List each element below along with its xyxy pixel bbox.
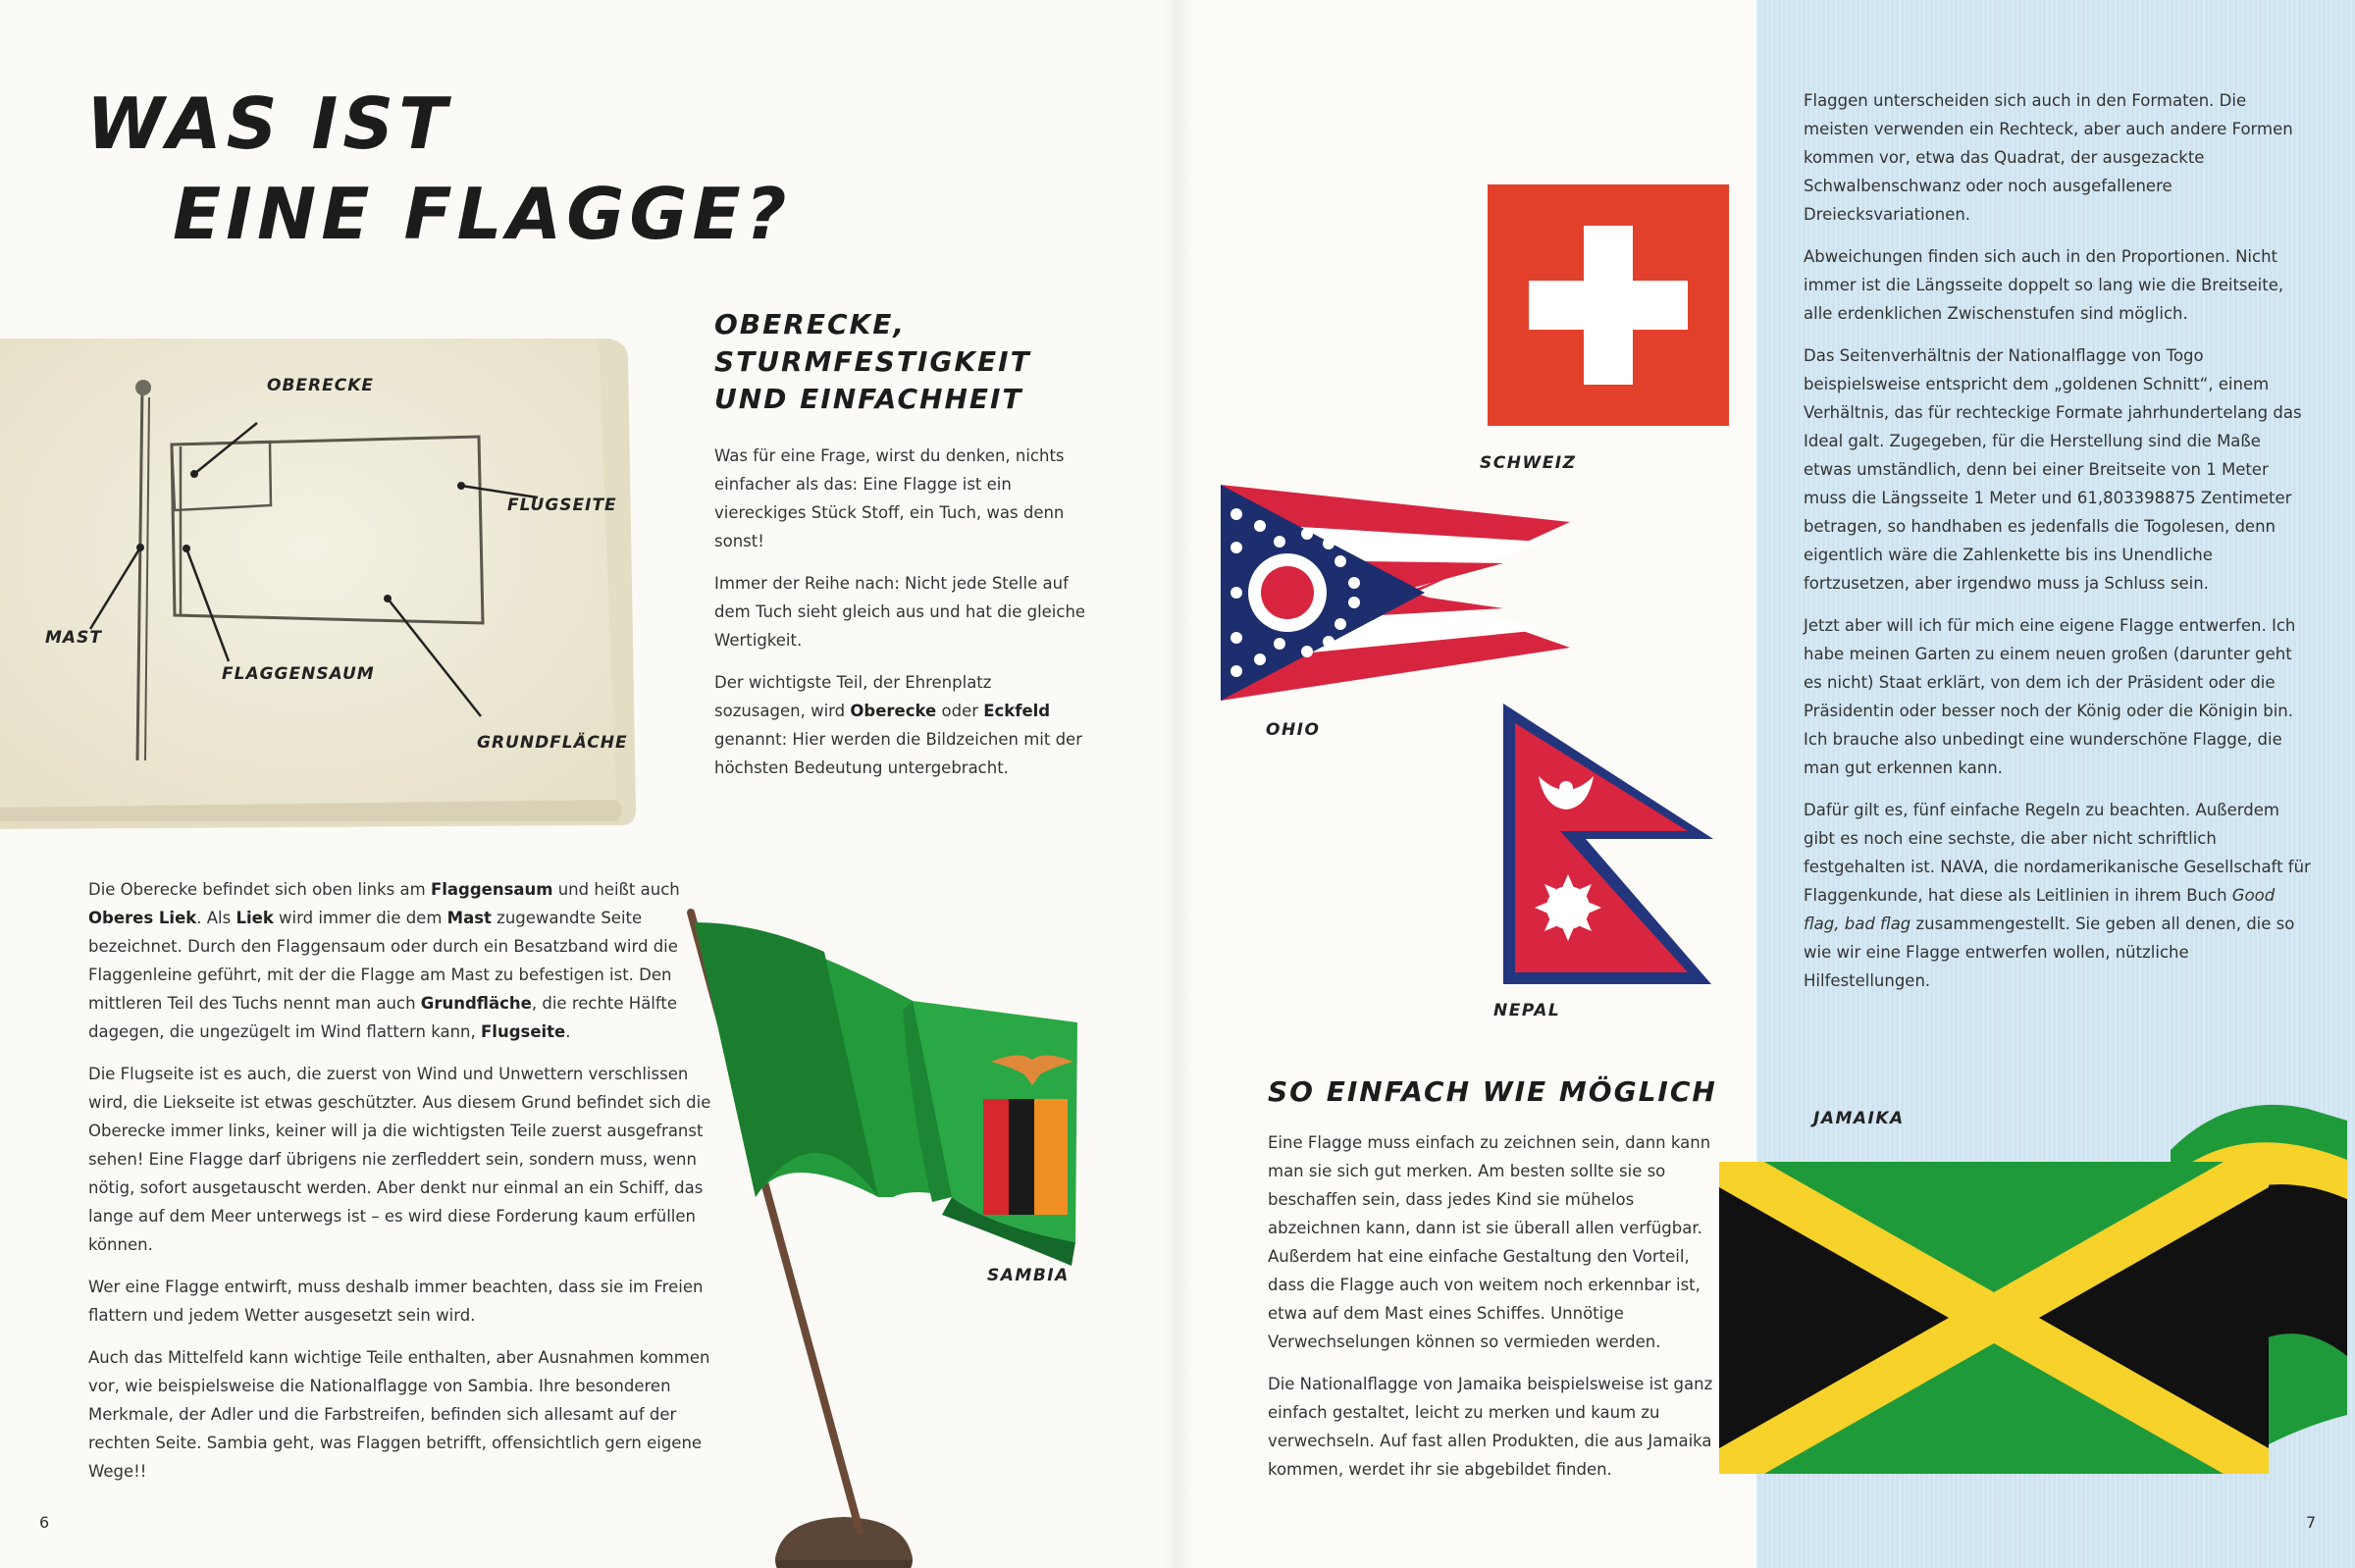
text-run: genannt: Hier werden die Bildzeichen mit der höchsten Bedeutung untergebracht. bbox=[714, 730, 1082, 777]
label-flugseite: FLUGSEITE bbox=[507, 496, 617, 515]
bold-term: Grundfläche bbox=[420, 994, 532, 1013]
bold-term: Flaggensaum bbox=[430, 880, 553, 899]
paragraph bbox=[714, 668, 1087, 782]
nepal-flag bbox=[1501, 702, 1715, 986]
paragraph bbox=[1804, 86, 2314, 229]
paragraph bbox=[88, 1273, 726, 1330]
label-ohio: OHIO bbox=[1266, 720, 1321, 740]
text-run: und heißt auch bbox=[552, 880, 680, 899]
page-number-right: 7 bbox=[2306, 1513, 2317, 1532]
section1-heading bbox=[714, 306, 1048, 418]
text-run: Was für eine Frage, wirst du denken, nichts einfacher als das: Eine Flagge ist ein viereckiges Stück Stoff, ein Tuch, was denn sonst! bbox=[714, 446, 1065, 550]
flag-parts-diagram bbox=[0, 339, 638, 829]
text-run: Die Nationalflagge von Jamaika beispielsweise ist ganz einfach gestaltet, leicht zu merken und kaum zu verwechseln. Auf fast allen Produkten, die aus Jamaika kommen, werdet ihr sie abgebildet finden. bbox=[1268, 1375, 1713, 1479]
title-line-2: EINE FLAGGE? bbox=[173, 173, 792, 255]
paragraph bbox=[1268, 1370, 1729, 1484]
paragraph bbox=[1804, 341, 2314, 598]
bold-term: Flugseite bbox=[481, 1022, 566, 1041]
sidebar-text bbox=[1804, 86, 2314, 1009]
swiss-flag bbox=[1488, 184, 1729, 426]
text-run: Dafür gilt es, fünf einfache Regeln zu beachten. Außerdem gibt es noch eine sechste, die aber nicht schriftlich festgehalten ist. NAVA, die nordamerikanische Gesellschaft für Flaggenkunde, hat diese als Leitlinien in ihrem Buch bbox=[1804, 801, 2311, 905]
text-run: Abweichungen finden sich auch in den Proportionen. Nicht immer ist die Längsseite doppelt so lang wie die Breitseite, alle erdenklichen Zwischenstufen sind möglich. bbox=[1804, 247, 2284, 323]
text-run: Der wichtigste Teil, der Ehrenplatz sozusagen, wird bbox=[714, 673, 992, 720]
label-oberecke: OBERECKE bbox=[267, 376, 374, 395]
text-run: oder bbox=[936, 702, 984, 720]
section1-heading-line: OBERECKE, bbox=[714, 308, 906, 340]
text-run: Die Flugseite ist es auch, die zuerst von Wind und Unwettern verschlissen wird, die Liekseite ist etwas geschützter. Aus diesem Grund befindet sich die Oberecke immer links, keiner will ja die wichtigsten Teile zuerst ausgefranst sehen! Eine Flagge darf übrigens nie zerfleddert sein, sondern muss, wenn nötig, sofort ausgetauscht werden. Aber denkt nur einmal an ein Schiff, das lange auf dem Meer unterwegs ist – es wird diese Forderung kaum erfüllen können. bbox=[88, 1065, 711, 1254]
section1-text bbox=[714, 442, 1087, 796]
label-grundflaeche: GRUNDFLÄCHE bbox=[477, 733, 628, 753]
ohio-flag bbox=[1219, 483, 1572, 704]
bold-term: Liek bbox=[236, 909, 274, 927]
text-run: . Als bbox=[196, 909, 236, 927]
zambia-flag-illustration bbox=[667, 903, 1099, 1568]
page-number-left: 6 bbox=[39, 1513, 50, 1532]
label-jamaika: JAMAIKA bbox=[1813, 1109, 1905, 1128]
paragraph bbox=[1804, 611, 2314, 782]
paragraph bbox=[1804, 796, 2314, 995]
label-sambia: SAMBIA bbox=[987, 1266, 1070, 1285]
paragraph bbox=[1268, 1128, 1729, 1356]
section2-text bbox=[88, 875, 726, 1499]
text-run: Immer der Reihe nach: Nicht jede Stelle auf dem Tuch sieht gleich aus und hat die gleiche Wertigkeit. bbox=[714, 574, 1086, 650]
label-flaggensaum: FLAGGENSAUM bbox=[222, 664, 375, 684]
paragraph bbox=[1804, 242, 2314, 328]
text-run: Auch das Mittelfeld kann wichtige Teile enthalten, aber Ausnahmen kommen vor, wie beispielsweise die Nationalflagge von Sambia. Ihre besonderen Merkmale, der Adler und die Farbstreifen, befinden sich allesamt auf der rechten Seite. Sambia geht, was Flaggen betrifft, offensichtlich gern eigene Wege!! bbox=[88, 1348, 710, 1481]
bold-term: Eckfeld bbox=[983, 702, 1051, 720]
text-run: Das Seitenverhältnis der Nationalflagge von Togo beispielsweise entspricht dem „goldenen Schnitt“, einem Verhältnis, das für rechteckige Formate jahrhundertelang das Ideal galt. Zugegeben, für die Herstellung sind die Maße etwas umständlich, denn bei einer Breitseite von 1 Meter muss die Längsseite 1 Meter und 61,803398875 Zentimeter betragen, so handhaben es jedenfalls die Togolesen, denn eigentlich wäre die Zahlenkette bis ins Unendliche fortzusetzen, aber irgendwo muss ja Schluss sein. bbox=[1804, 346, 2302, 593]
section1-heading-line: UND EINFACHHEIT bbox=[714, 383, 1023, 415]
text-run: Wer eine Flagge entwirft, muss deshalb immer beachten, dass sie im Freien flattern und jedem Wetter ausgesetzt sein wird. bbox=[88, 1278, 704, 1325]
text-run: zugewandte Seite bezeichnet. Durch den Flaggensaum oder durch ein Besatzband wird die Flaggenleine geführt, mit der die Flagge am Mast zu befestigen ist. Den mittleren Teil des Tuchs nennt man auch bbox=[88, 909, 678, 1013]
page-title bbox=[86, 78, 791, 259]
text-run: wird immer die dem bbox=[273, 909, 447, 927]
bold-term: Oberes Liek bbox=[88, 909, 197, 927]
section1-heading-line: STURMFESTIGKEIT bbox=[714, 345, 1031, 378]
italic-term: Good flag, bad flag bbox=[1804, 886, 2276, 933]
book-gutter bbox=[1163, 0, 1192, 1568]
paragraph bbox=[88, 1343, 726, 1486]
bold-term: Oberecke bbox=[850, 702, 937, 720]
title-line-1: WAS IST bbox=[86, 82, 452, 165]
text-run: zusammengestellt. Sie geben all denen, die so wie wir eine Flagge entwerfen wollen, nützliche Hilfestellungen. bbox=[1804, 915, 2295, 990]
section3-text bbox=[1268, 1128, 1729, 1497]
paragraph bbox=[714, 442, 1087, 555]
paragraph bbox=[88, 875, 726, 1046]
diagram-drawing bbox=[0, 339, 638, 829]
text-run: Eine Flagge muss einfach zu zeichnen sein, dann kann man sie sich gut merken. Am besten sollte sie so beschaffen sein, dass jedes Kind sie mühelos abzeichnen kann, dann ist sie überall allen verfügbar. Außerdem hat eine einfache Gestaltung den Vorteil, dass die Flagge auch von weitem noch erkennbar ist, etwa auf dem Mast eines Schiffes. Unnötige Verwechselungen können so vermieden werden. bbox=[1268, 1133, 1711, 1351]
paragraph bbox=[714, 569, 1087, 654]
section3-heading: SO EINFACH WIE MÖGLICH bbox=[1268, 1075, 1717, 1108]
text-run: Jetzt aber will ich für mich eine eigene Flagge entwerfen. Ich habe meinen Garten zu einem neuen großen (darunter geht es nicht) Staat erklärt, von dem ich der Präsident oder die Präsidentin oder besser noch der König oder die Königin bin. Ich brauche also unbedingt eine wunderschöne Flagge, die man gut erkennen kann. bbox=[1804, 616, 2296, 777]
bold-term: Mast bbox=[446, 909, 492, 927]
text-run: . bbox=[565, 1022, 571, 1041]
label-nepal: NEPAL bbox=[1493, 1001, 1561, 1020]
paragraph bbox=[88, 1060, 726, 1259]
text-run: Die Oberecke befindet sich oben links am bbox=[88, 880, 431, 899]
text-run: Flaggen unterscheiden sich auch in den Formaten. Die meisten verwenden ein Rechteck, aber auch andere Formen kommen vor, etwa das Quadrat, der ausgezackte Schwalbenschwanz oder noch ausgefallenere Dreiecksvariationen. bbox=[1804, 91, 2293, 224]
label-mast: MAST bbox=[45, 628, 102, 648]
label-schweiz: SCHWEIZ bbox=[1480, 453, 1577, 473]
jamaica-flag bbox=[1719, 1101, 2347, 1493]
text-run: , die rechte Hälfte dagegen, die ungezügelt im Wind flattern kann, bbox=[88, 994, 678, 1041]
